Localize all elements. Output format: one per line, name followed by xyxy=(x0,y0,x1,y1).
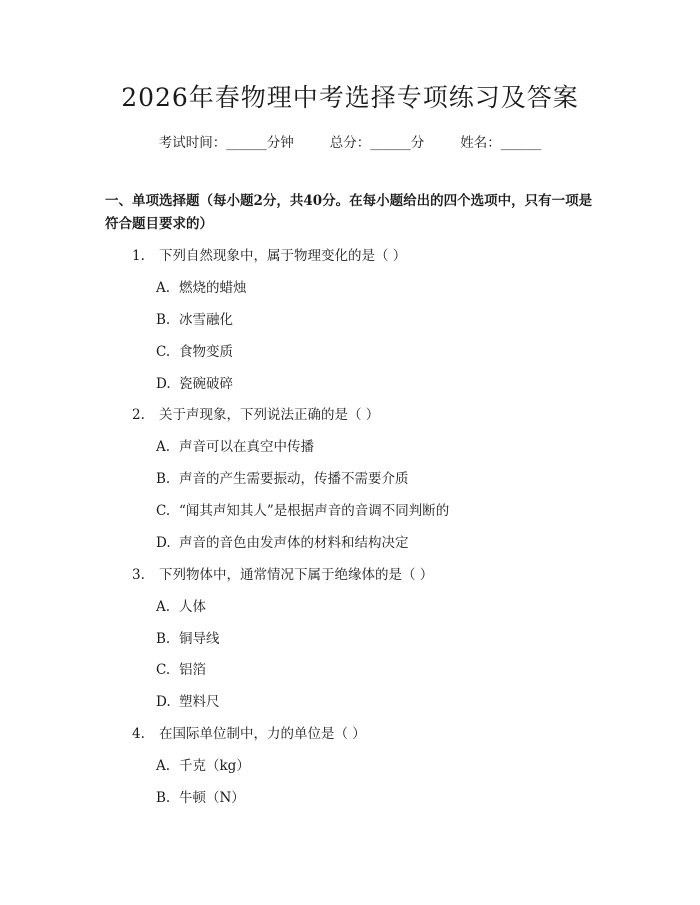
option-letter: D. xyxy=(156,376,171,392)
question-number: 2. xyxy=(132,407,145,423)
option-text: 食物变质 xyxy=(179,344,233,360)
option-text: 塑料尺 xyxy=(179,694,220,710)
student-name-field: 姓名：______ xyxy=(460,135,542,151)
question-1-option-c xyxy=(156,340,233,360)
option-text: 声音可以在真空中传播 xyxy=(179,439,314,455)
option-letter: C. xyxy=(156,344,171,360)
option-text: 铜导线 xyxy=(179,631,220,647)
option-text: 声音的音色由发声体的材料和结构决定 xyxy=(179,535,409,551)
total-score-field: 总分：______分 xyxy=(329,135,425,151)
option-text: 铝箔 xyxy=(179,662,206,678)
option-letter: B. xyxy=(156,471,171,487)
question-3-option-b xyxy=(156,627,220,647)
question-1-option-b xyxy=(156,308,233,328)
question-1-option-a xyxy=(156,276,247,296)
question-4 xyxy=(132,722,366,742)
question-3 xyxy=(132,563,433,583)
question-number: 1. xyxy=(132,248,145,264)
option-letter: A. xyxy=(156,758,171,774)
option-letter: B. xyxy=(156,631,171,647)
option-letter: D. xyxy=(156,694,171,710)
question-2-option-d xyxy=(156,531,409,551)
question-3-option-a xyxy=(156,595,206,615)
question-1 xyxy=(132,244,406,264)
question-2-option-b xyxy=(156,467,409,487)
question-text: 关于声现象，下列说法正确的是（ ） xyxy=(159,407,380,423)
option-text: 人体 xyxy=(179,599,206,615)
exam-time-field: 考试时间：______分钟 xyxy=(158,135,294,151)
option-text: 冰雪融化 xyxy=(179,312,233,328)
question-1-option-d xyxy=(156,372,233,392)
page-title: 2026年春物理中考选择专项练习及答案 xyxy=(121,83,579,112)
option-letter: A. xyxy=(156,280,171,296)
question-4-option-b xyxy=(156,786,245,806)
question-3-option-c xyxy=(156,658,206,678)
section-heading: 一、单项选择题（每小题2分，共40分。在每小题给出的四个选项中，只有一项是符合题目要求的） xyxy=(105,193,593,232)
option-text: 燃烧的蜡烛 xyxy=(179,280,247,296)
exam-meta xyxy=(0,131,700,151)
option-letter: B. xyxy=(156,312,171,328)
question-text: 下列物体中，通常情况下属于绝缘体的是（ ） xyxy=(159,567,434,583)
option-letter: A. xyxy=(156,599,171,615)
option-letter: C. xyxy=(156,662,171,678)
question-number: 3. xyxy=(132,567,145,583)
question-text: 下列自然现象中，属于物理变化的是（ ） xyxy=(159,248,407,264)
option-letter: C. xyxy=(156,503,171,519)
option-text: “闻其声知其人”是根据声音的音调不同判断的 xyxy=(179,503,450,519)
question-number: 4. xyxy=(132,726,145,742)
question-2 xyxy=(132,403,379,423)
question-2-option-c xyxy=(156,499,449,519)
option-letter: D. xyxy=(156,535,171,551)
question-3-option-d xyxy=(156,690,220,710)
question-text: 在国际单位制中，力的单位是（ ） xyxy=(159,726,366,742)
option-text: 牛顿（N） xyxy=(179,790,245,806)
option-text: 千克（kg） xyxy=(179,758,250,774)
option-letter: B. xyxy=(156,790,171,806)
option-text: 声音的产生需要振动，传播不需要介质 xyxy=(179,471,409,487)
question-2-option-a xyxy=(156,435,314,455)
option-text: 瓷碗破碎 xyxy=(179,376,233,392)
option-letter: A. xyxy=(156,439,171,455)
question-4-option-a xyxy=(156,754,250,774)
